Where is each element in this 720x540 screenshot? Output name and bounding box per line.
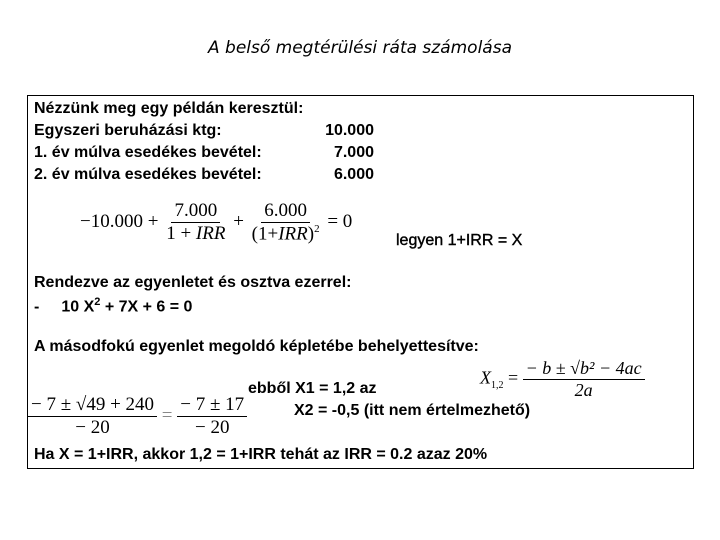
denominator	[249, 223, 323, 245]
npv-equation	[80, 200, 352, 245]
row-label: 1. év múlva esedékes bevétel:	[34, 144, 262, 161]
quadratic-formula	[480, 358, 645, 401]
numerator: 6.000	[261, 200, 310, 223]
equals: =	[508, 367, 519, 388]
den-part: )	[307, 223, 315, 245]
eq-lead: −10.000 +	[80, 211, 159, 233]
fraction-1	[163, 200, 228, 245]
term: + 7X + 6 = 0	[100, 298, 193, 316]
calculation	[28, 394, 247, 439]
substitution-note: legyen 1+IRR = X	[396, 232, 523, 249]
subscript: 1,2	[491, 380, 504, 392]
page-title: A belső megtérülési ráta számolása	[208, 38, 512, 58]
denominator: − 20	[75, 417, 110, 438]
numerator: − b ± √b² − 4ac	[523, 358, 645, 380]
dash: -	[34, 298, 40, 316]
equals: =	[161, 404, 173, 426]
lhs: X	[480, 367, 491, 388]
rearrange-text: Rendezve az egyenletet és osztva ezerrel:	[34, 274, 352, 291]
denominator: 2a	[574, 380, 593, 400]
row-value: 10.000	[325, 122, 374, 139]
row-label: Egyszeri beruházási ktg:	[34, 122, 222, 139]
exponent: 2	[94, 296, 101, 308]
intro-text: Nézzünk meg egy példán keresztül:	[34, 100, 304, 117]
content-box	[27, 95, 694, 469]
den-var: IRR	[278, 223, 308, 245]
row-value: 6.000	[333, 166, 374, 183]
den-part: (1+	[251, 223, 279, 245]
exponent: 2	[314, 223, 320, 235]
term: 10 X	[61, 298, 95, 316]
x2-result: X2 = -0,5 (itt nem értelmezhető)	[294, 402, 531, 419]
row-label: 2. év múlva esedékes bevétel:	[34, 166, 262, 183]
calc-fraction-2	[177, 394, 247, 439]
denominator	[163, 223, 228, 245]
conclusion-text: Ha X = 1+IRR, akkor 1,2 = 1+IRR tehát az IRR = 0.2 azaz 20%	[34, 446, 488, 463]
denominator: − 20	[194, 417, 230, 438]
formula-fraction	[523, 358, 645, 401]
fraction-2	[249, 200, 323, 245]
row-value: 7.000	[333, 144, 374, 161]
plus: +	[233, 211, 244, 233]
row-year1	[34, 144, 374, 162]
den-var: IRR	[195, 223, 226, 245]
numerator: − 7 ± √49 + 240	[28, 394, 157, 417]
row-year2	[34, 166, 374, 184]
calc-fraction-1	[28, 394, 157, 439]
eq-rhs: = 0	[327, 211, 353, 233]
den-part: 1 +	[166, 223, 196, 245]
substitute-text: A másodfokú egyenlet megoldó képletébe behelyettesítve:	[34, 338, 479, 355]
quadratic-equation	[34, 296, 192, 316]
numerator: − 7 ± 17	[177, 394, 247, 417]
numerator: 7.000	[171, 200, 220, 223]
row-investment	[34, 122, 374, 140]
x1-result: ebből X1 = 1,2 az	[248, 380, 377, 397]
